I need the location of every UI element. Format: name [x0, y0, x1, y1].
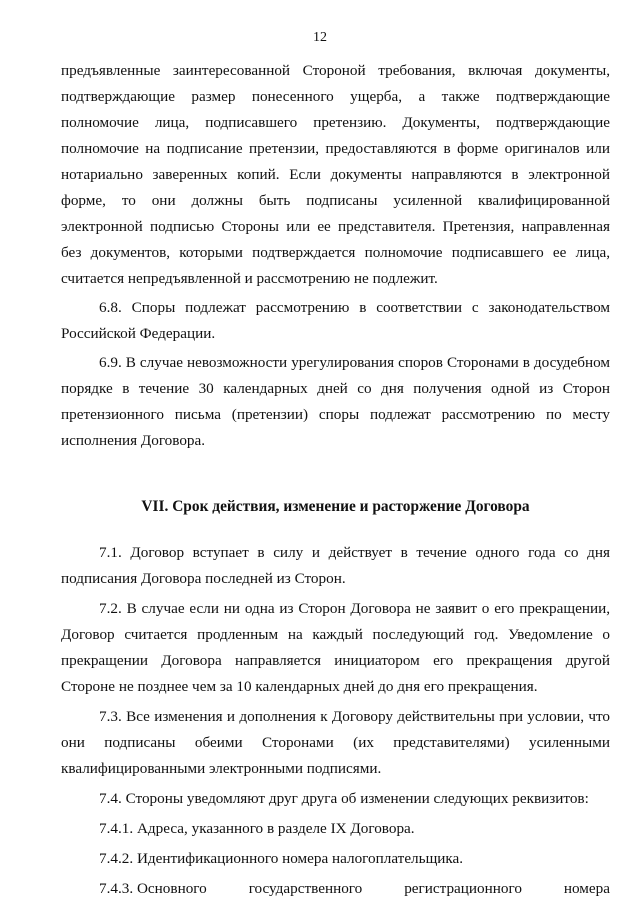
paragraph-7-4-3 — [61, 876, 610, 902]
paragraph-7-4-3-word-3: регистрационного — [404, 880, 522, 897]
paragraph-7-4-3-word-2: государственного — [248, 880, 363, 897]
page-number: 12 — [313, 30, 327, 45]
paragraph-7-4: 7.4. Стороны уведомляют друг друга об изменении следующих реквизитов: — [99, 790, 589, 807]
paragraph-6-9: 6.9. В случае невозможности урегулирования споров Сторонами в досудебном порядке в течение 30 календарных дней со дня получения одной из Сторон претензионного письма (претензии) споры подлежат рассмотрению по месту исполнения Договора. — [61, 354, 610, 449]
paragraph-7-4-2: 7.4.2. Идентификационного номера налогоплательщика. — [99, 850, 464, 867]
paragraph-7-4-3-word-1: 7.4.3. Основного — [99, 880, 207, 897]
paragraph-7-4-1: 7.4.1. Адреса, указанного в разделе IX Договора. — [99, 820, 415, 837]
paragraph-7-1: 7.1. Договор вступает в силу и действует в течение одного года со дня подписания Договора последней из Сторон. — [61, 544, 610, 587]
section-title: VII. Срок действия, изменение и расторжение Договора — [141, 498, 530, 515]
paragraph-7-4-3-word-4: номера — [563, 880, 610, 897]
paragraph-7-3: 7.3. Все изменения и дополнения к Договору действительны при условии, что они подписаны обеими Сторонами (их представителями) усиленными квалифицированными электронными подписями. — [61, 708, 610, 777]
document-body — [61, 58, 610, 902]
paragraph-claim-continuation: предъявленные заинтересованной Стороной требования, включая документы, подтверждающие размер понесенного ущерба, а также подтверждающие полномочие лица, подписавшего претензию. Документы, подтверждающие полномочие на подписание претензии, предоставляются в форме оригиналов или нотариально заверенных копий. Если документы направляются в электронной форме, то они должны быть подписаны усиленной квалифицированной электронной подписью Стороны или ее представителя. Претензия, направленная без документов, которыми подтверждается полномочие подписавшего ее лица, считается непредъявленной и рассмотрению не подлежит. — [61, 62, 610, 287]
paragraph-7-2: 7.2. В случае если ни одна из Сторон Договора не заявит о его прекращении, Договор считается продленным на каждый последующий год. Уведомление о прекращении Договора направляется инициатором его прекращения другой Стороне не позднее чем за 10 календарных дней до дня его прекращения. — [61, 600, 610, 695]
paragraph-6-8: 6.8. Споры подлежат рассмотрению в соответствии с законодательством Российской Федерации. — [61, 299, 610, 342]
